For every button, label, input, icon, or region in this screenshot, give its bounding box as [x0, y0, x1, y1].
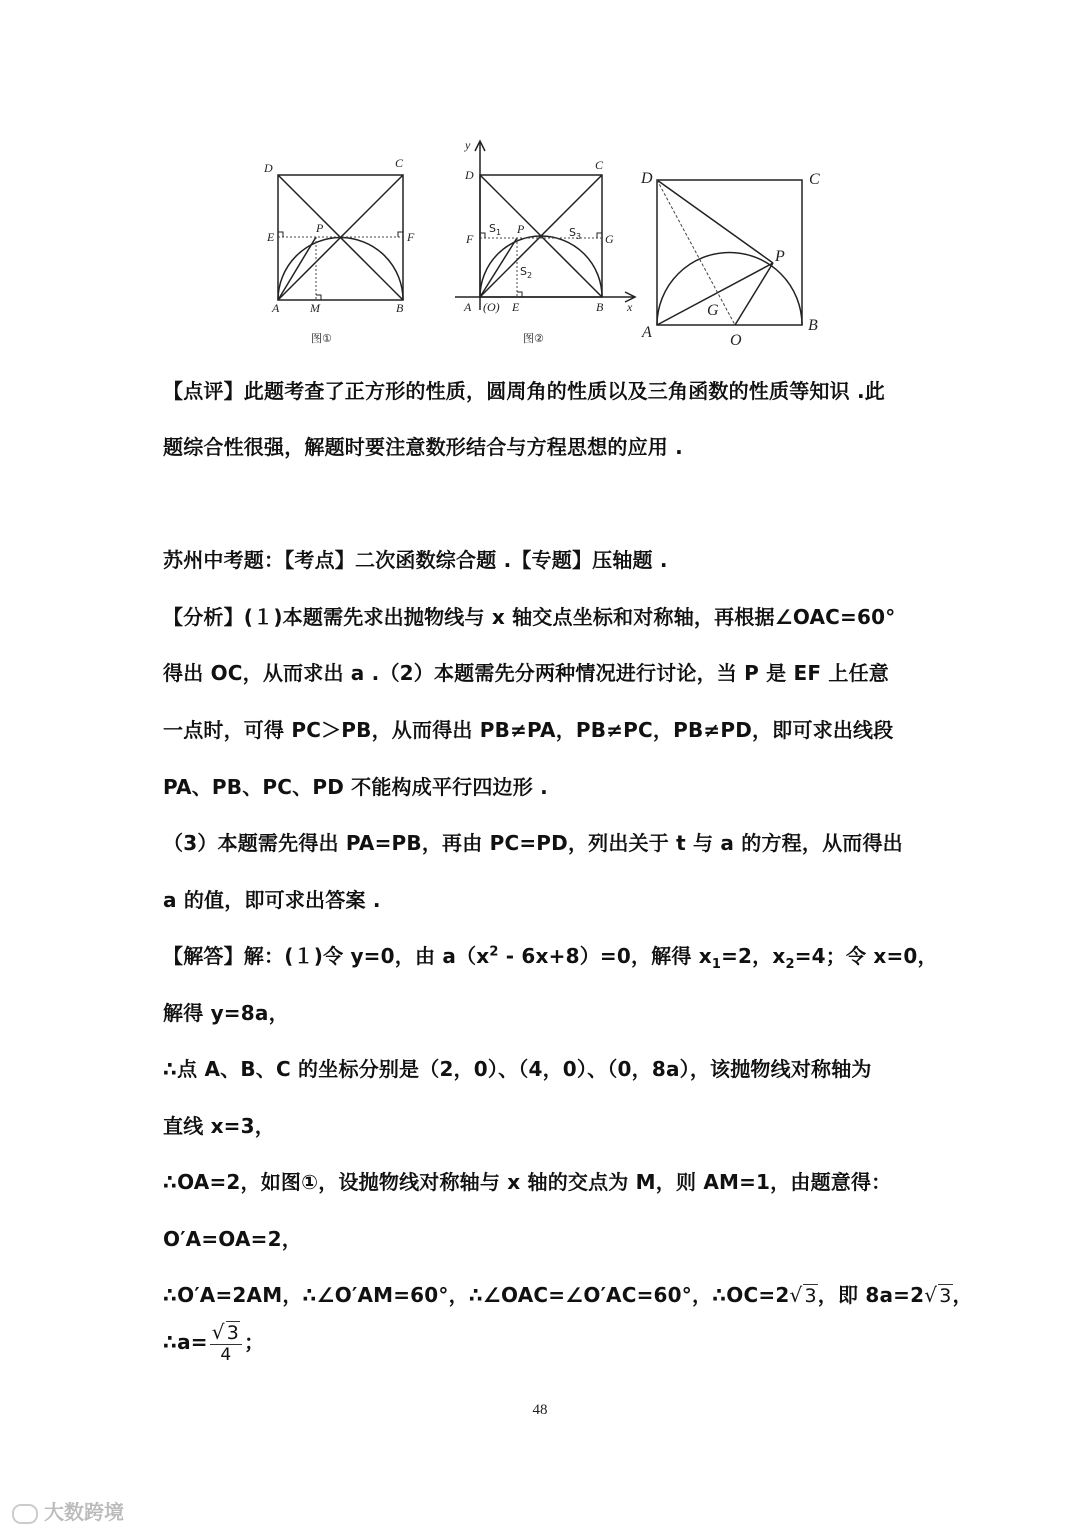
label-o: (O)	[483, 300, 500, 314]
sqrt-3-c	[212, 1322, 240, 1344]
label-a: A	[464, 300, 472, 314]
solution-8-part-e: ；	[244, 1330, 265, 1354]
label-y: y	[465, 138, 471, 152]
fraction-denominator: 4	[220, 1345, 232, 1365]
solution-1-part-g: =4；令 x=0，	[794, 944, 938, 968]
radical-sign: √	[789, 1283, 803, 1307]
label-m: M	[310, 301, 320, 315]
analysis-line-2: 得出 OC，从而求出 a .（2）本题需先分两种情况进行讨论，当 P 是 EF 上任意	[163, 661, 890, 685]
solution-line-7	[163, 1279, 973, 1308]
fraction-sqrt3-over-4	[210, 1322, 242, 1365]
fraction-numerator	[210, 1322, 242, 1345]
solution-1-part-a: 【解答】解：(１)令 y=0，由 a（x	[163, 944, 490, 968]
radicand: 3	[939, 1285, 952, 1307]
sqrt-3-b	[924, 1285, 952, 1307]
solution-line-6: O′A=OA=2，	[163, 1227, 302, 1251]
solution-7-part-a: ∴O′A=2AM，∴∠O′AM=60°，∴∠OAC=∠O′AC=60°，∴OC=2	[163, 1283, 790, 1307]
analysis-line-5: （3）本题需先得出 PA=PB，再由 PC=PD，列出关于 t 与 a 的方程，从而得出	[163, 831, 903, 855]
label-p: P	[316, 221, 324, 235]
label-g: G	[605, 232, 614, 246]
header-line: 苏州中考题：【考点】二次函数综合题 .【专题】压轴题 .	[163, 548, 668, 572]
watermark	[12, 1496, 124, 1525]
analysis-line-3: 一点时，可得 PC＞PB，从而得出 PB≠PA，PB≠PC，PB≠PD，即可求出线段	[163, 718, 894, 742]
sqrt-3-a	[789, 1285, 817, 1307]
label-e: E	[267, 230, 275, 244]
label-g: G	[707, 302, 719, 319]
solution-line-8	[163, 1322, 264, 1365]
solution-line-5: ∴OA=2，如图①，设抛物线对称轴与 x 轴的交点为 M，则 AM=1，由题意得：	[163, 1170, 892, 1194]
figure-1	[258, 150, 418, 350]
analysis-line-6: a 的值，即可求出答案 .	[163, 888, 381, 912]
figure-1-caption: 图①	[311, 332, 332, 345]
analysis-line-4: PA、PB、PC、PD 不能构成平行四边形 .	[163, 775, 548, 799]
label-d: D	[264, 161, 273, 175]
label-a: A	[642, 324, 652, 341]
figure-2	[455, 135, 645, 350]
figures-row	[0, 130, 1080, 360]
label-p: P	[517, 222, 525, 236]
label-d: D	[641, 170, 653, 187]
label-c: C	[395, 156, 404, 170]
subscript-2: 2	[785, 957, 795, 972]
label-c: C	[595, 158, 604, 172]
label-p: P	[775, 248, 785, 265]
analysis-line-1: 【分析】(１)本题需先求出抛物线与 x 轴交点坐标和对称轴，再根据∠OAC=60°	[163, 605, 896, 629]
subscript-1: 1	[711, 957, 722, 972]
segment-ap	[480, 238, 517, 297]
watermark-logo-icon	[12, 1504, 38, 1524]
solution-line-4: 直线 x=3，	[163, 1114, 275, 1138]
watermark-text: 大数跨境	[44, 1500, 124, 1524]
radicand: 3	[226, 1322, 240, 1344]
comment-line-2: 题综合性很强，解题时要注意数形结合与方程思想的应用 .	[163, 435, 683, 459]
label-b: B	[396, 301, 404, 315]
solution-1-part-e: =2，x	[721, 944, 786, 968]
area-s3: $S_3$	[569, 226, 582, 241]
solution-line-3: ∴点 A、B、C 的坐标分别是（2，0）、（4，0）、（0，8a），该抛物线对称轴为	[163, 1057, 872, 1081]
label-b: B	[808, 317, 818, 334]
radical-sign: √	[924, 1283, 938, 1307]
label-a: A	[272, 301, 280, 315]
label-c: C	[809, 171, 820, 188]
segment-op	[735, 263, 773, 325]
label-x: x	[627, 300, 633, 314]
label-f: F	[407, 230, 415, 244]
label-d: D	[465, 168, 474, 182]
solution-8-part-a: ∴a=	[163, 1330, 208, 1354]
radicand: 3	[804, 1285, 817, 1307]
solution-line-2: 解得 y=8a，	[163, 1001, 289, 1025]
solution-line-1	[163, 940, 938, 972]
solution-1-part-c: - 6x+8）=0，解得 x	[498, 944, 712, 968]
label-e: E	[512, 300, 520, 314]
solution-7-part-e: ，	[952, 1283, 973, 1307]
solution-7-part-c: ，即 8a=2	[817, 1283, 925, 1307]
area-s2: $S_2$	[520, 265, 533, 280]
figure-3	[635, 165, 835, 350]
area-s1: $S_1$	[489, 222, 502, 237]
label-o: O	[730, 332, 742, 349]
exponent-2: 2	[489, 944, 499, 960]
figure-2-caption: 图②	[523, 332, 544, 345]
segment-dp	[657, 180, 773, 263]
page-number: 48	[532, 1402, 548, 1418]
comment-line-1: 【点评】此题考查了正方形的性质，圆周角的性质以及三角函数的性质等知识 .此	[163, 379, 885, 403]
label-b: B	[596, 300, 604, 314]
label-f: F	[466, 232, 474, 246]
radical-sign: √	[211, 1320, 225, 1344]
